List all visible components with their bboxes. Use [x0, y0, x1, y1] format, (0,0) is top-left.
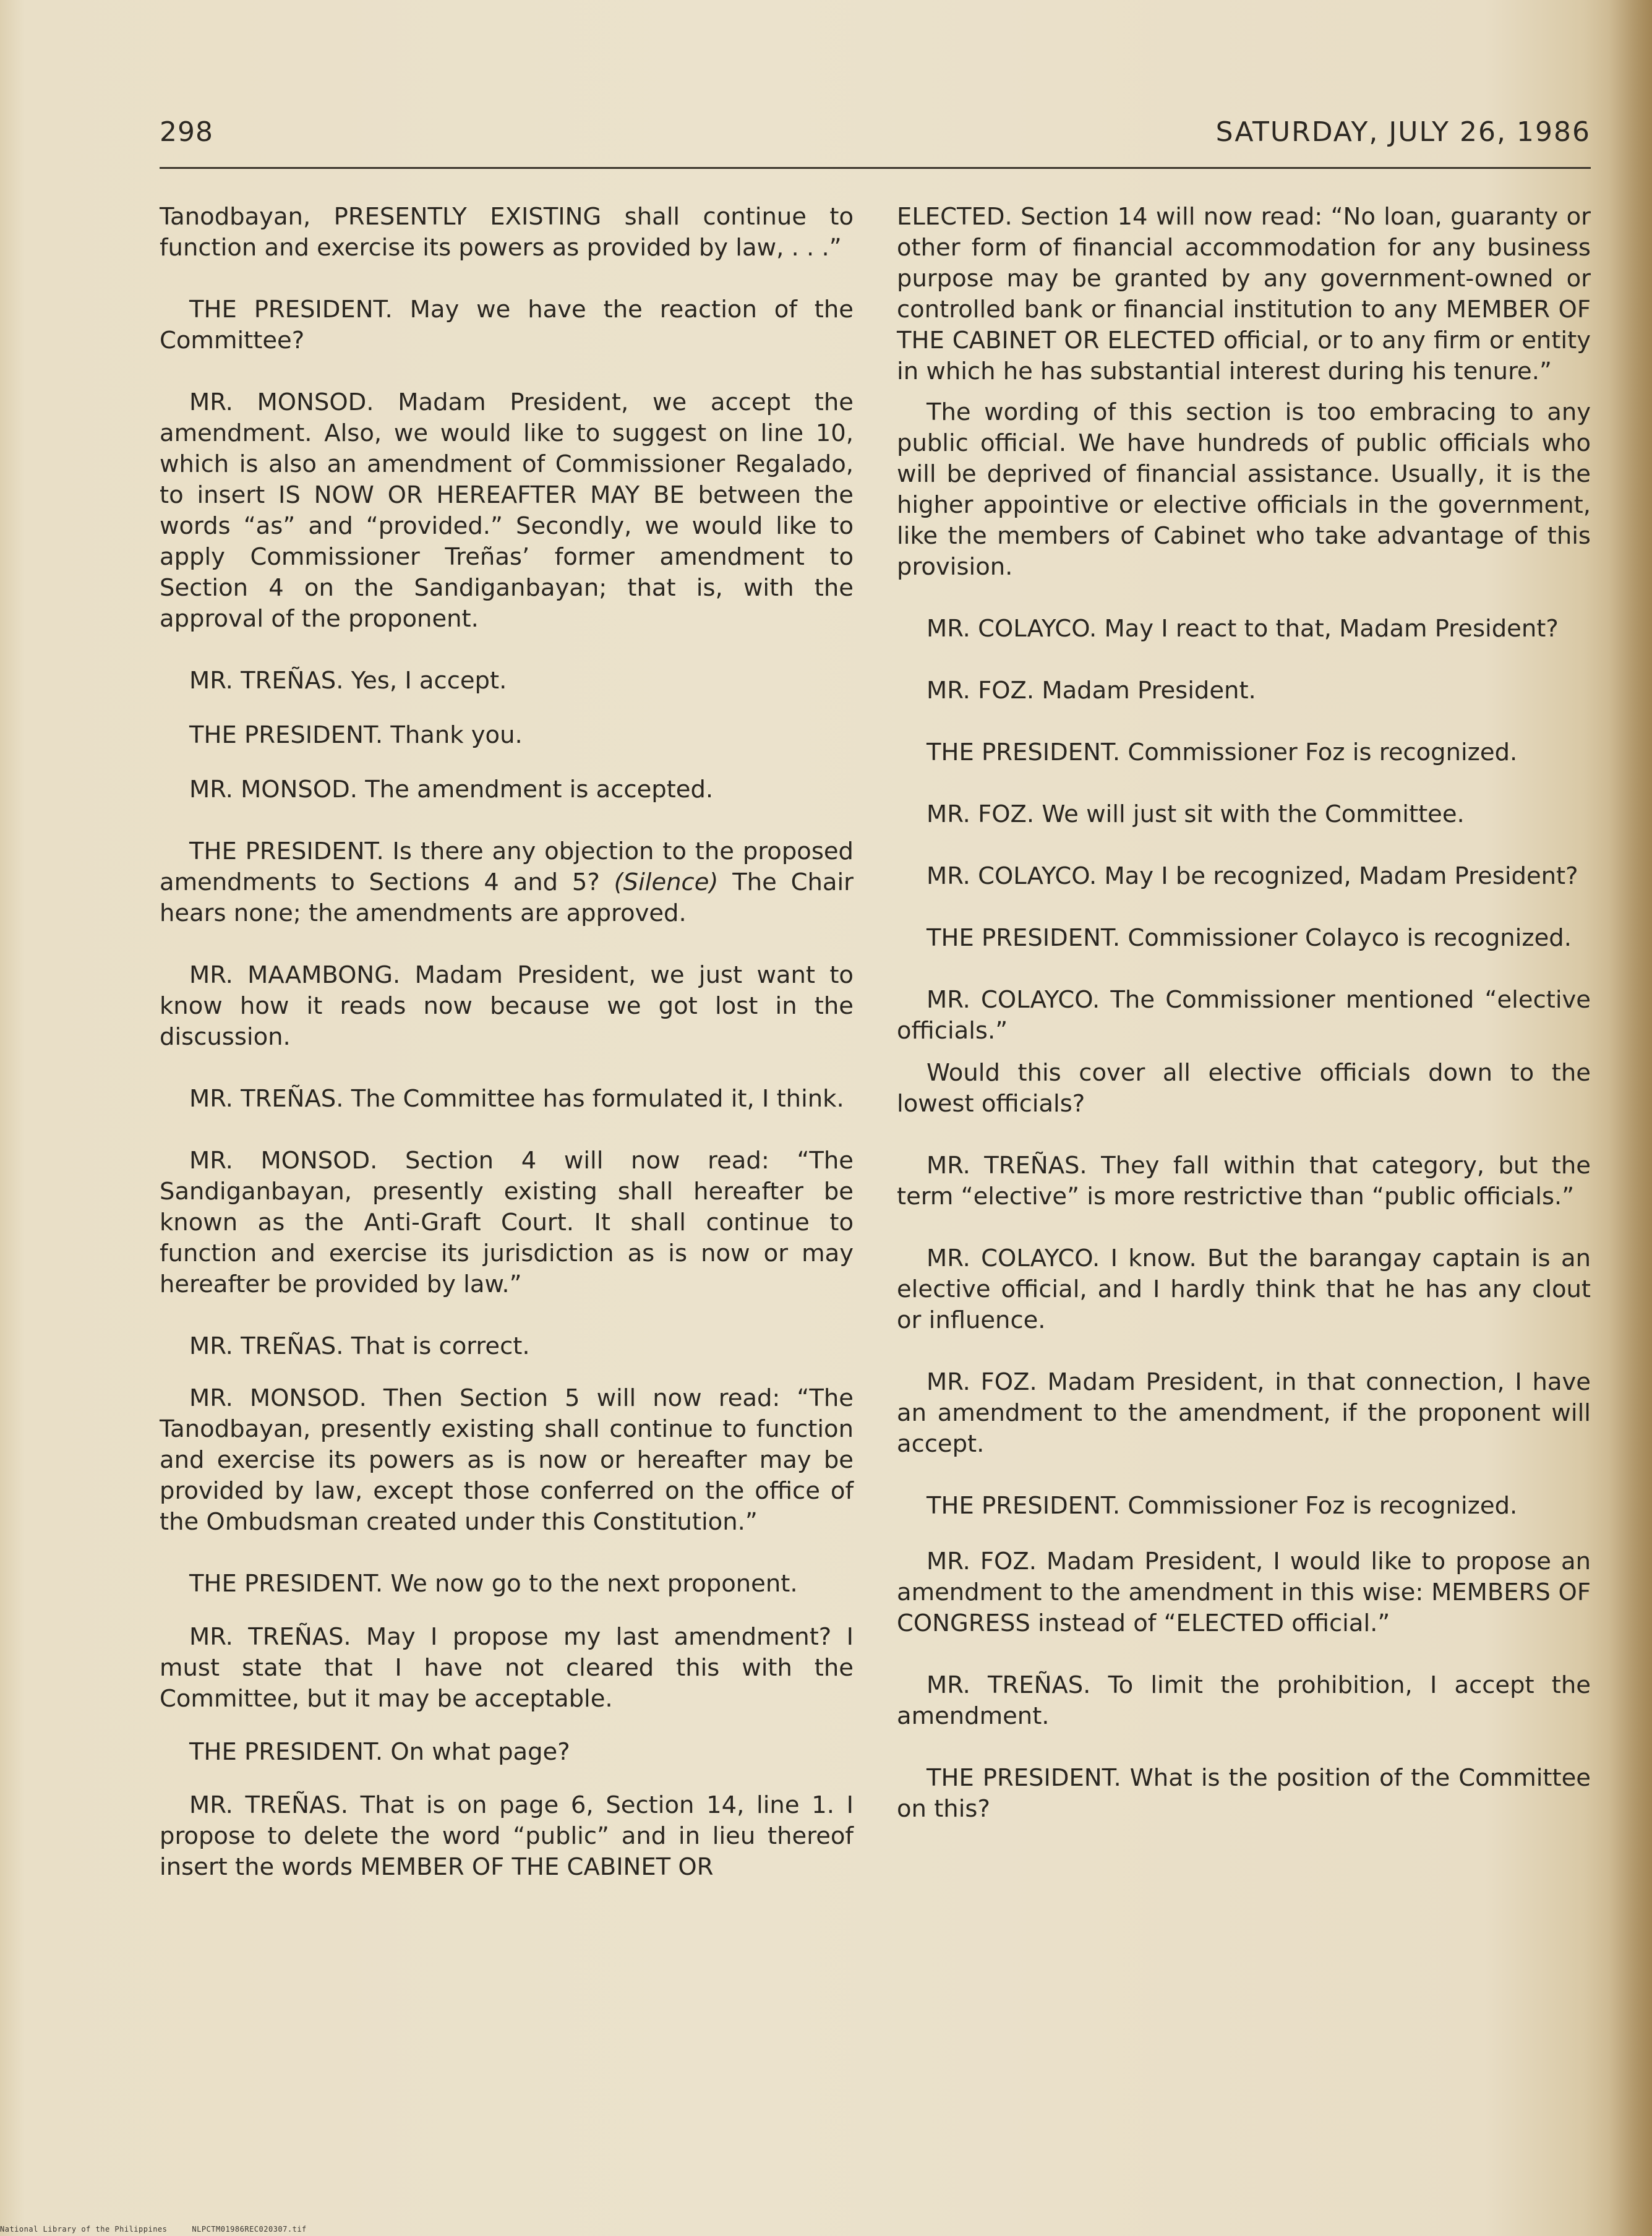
paragraph: ELECTED. Section 14 will now read: “No loan, guaranty or other form of financial accommodation for any business purpose may be granted by any government-owned or controlled bank or financial institution to any MEMBER OF THE CABINET OR ELECTED official, or to any firm or entity in which he has substantial interest during his tenure.”: [897, 203, 1591, 385]
paragraph: MR. TREÑAS. The Committee has formulated it, I think.: [189, 1085, 844, 1113]
page-number: 298: [160, 116, 213, 148]
paragraph: MR. COLAYCO. I know. But the barangay captain is an elective official, and I hardly think that he has any clout or influence.: [897, 1244, 1591, 1334]
paragraph: THE PRESIDENT. Thank you.: [189, 721, 523, 749]
paragraph: MR. TREÑAS. They fall within that category, but the term “elective” is more restrictive than “public officials.”: [897, 1152, 1591, 1210]
paragraph: MR. FOZ. We will just sit with the Committee.: [927, 800, 1465, 828]
paragraph: MR. TREÑAS. That is correct.: [189, 1332, 530, 1360]
paragraph: MR. TREÑAS. To limit the prohibition, I accept the amendment.: [897, 1671, 1591, 1730]
paragraph: MR. MONSOD. Madam President, we accept the amendment. Also, we would like to suggest on line 10, which is also an amendment of Commissioner Regalado, to insert IS NOW OR HEREAFTER MAY BE between the words “as” and “provided.” Secondly, we would like to apply Commissioner Treñas’ former amendment to Section 4 on the Sandiganbayan; that is, with the approval of the proponent.: [160, 388, 854, 633]
paragraph: The wording of this section is too embracing to any public official. We have hundreds of public officials who will be deprived of financial assistance. Usually, it is the higher appointive or elective officials in the government, like the members of Cabinet who take advantage of this provision.: [897, 398, 1591, 581]
paragraph: MR. COLAYCO. May I react to that, Madam President?: [927, 615, 1559, 643]
paragraph: THE PRESIDENT. We now go to the next proponent.: [189, 1570, 798, 1598]
paragraph: MR. FOZ. Madam President.: [927, 677, 1256, 705]
scan-filename: NLPCTM01986REC020307.tif: [192, 2225, 307, 2234]
paragraph: THE PRESIDENT. Commissioner Colayco is recognized.: [927, 924, 1572, 952]
paragraph: MR. FOZ. Madam President, in that connection, I have an amendment to the amendment, if the proponent will accept.: [897, 1368, 1591, 1458]
header-date: SATURDAY, JULY 26, 1986: [1215, 116, 1591, 148]
paragraph: THE PRESIDENT. Commissioner Foz is recognized.: [927, 1492, 1518, 1520]
objection-paragraph: THE PRESIDENT. Is there any objection to the proposed amendments to Sections 4 and 5? (Silence) The Chair hears none; the amendments are approved.: [160, 837, 854, 927]
paragraph: MR. TREÑAS. May I propose my last amendment? I must state that I have not cleared this with the Committee, but it may be acceptable.: [160, 1623, 854, 1713]
left-column: [160, 202, 854, 1914]
paragraph: MR. TREÑAS. That is on page 6, Section 14, line 1. I propose to delete the word “public” and in lieu thereof insert the words MEMBER OF THE CABINET OR: [160, 1791, 854, 1881]
paragraph: MR. MONSOD. Section 4 will now read: “The Sandiganbayan, presently existing shall hereafter be known as the Anti-Graft Court. It shall continue to function and exercise its jurisdiction as is now or may hereafter be provided by law.”: [160, 1147, 854, 1298]
page-edge-shadow: [1609, 0, 1652, 2236]
paragraph: MR. TREÑAS. Yes, I accept.: [189, 667, 507, 695]
paragraph: MR. MAAMBONG. Madam President, we just want to know how it reads now because we got lost in the discussion.: [160, 961, 854, 1051]
paragraph: THE PRESIDENT. May we have the reaction of the Committee?: [160, 296, 854, 354]
header-rule: [160, 167, 1591, 169]
right-column: [897, 202, 1591, 1856]
library-credit: National Library of the Philippines: [0, 2225, 168, 2234]
paragraph: MR. MONSOD. Then Section 5 will now read: “The Tanodbayan, presently existing shall continue to function and exercise its powers as is now or hereafter may be provided by law, except those conferred on the office of the Ombudsman created under this Constitution.”: [160, 1384, 854, 1536]
paragraph: Would this cover all elective officials down to the lowest officials?: [897, 1059, 1591, 1118]
running-header: [160, 116, 1591, 160]
paragraph: MR. MONSOD. The amendment is accepted.: [189, 776, 714, 803]
paragraph: MR. COLAYCO. May I be recognized, Madam President?: [927, 862, 1578, 890]
scan-footer: [0, 2225, 618, 2234]
paragraph: THE PRESIDENT. What is the position of the Committee on this?: [897, 1764, 1591, 1823]
stage-direction: (Silence): [614, 868, 719, 896]
paragraph: THE PRESIDENT. Commissioner Foz is recognized.: [927, 739, 1518, 766]
paragraph: MR. COLAYCO. The Commissioner mentioned “elective officials.”: [897, 986, 1591, 1045]
paragraph: THE PRESIDENT. On what page?: [189, 1738, 570, 1766]
paragraph: Tanodbayan, PRESENTLY EXISTING shall continue to function and exercise its powers as provided by law, . . .”: [160, 203, 854, 262]
paragraph: MR. FOZ. Madam President, I would like to propose an amendment to the amendment in this wise: MEMBERS OF CONGRESS instead of “ELECTED official.”: [897, 1548, 1591, 1637]
